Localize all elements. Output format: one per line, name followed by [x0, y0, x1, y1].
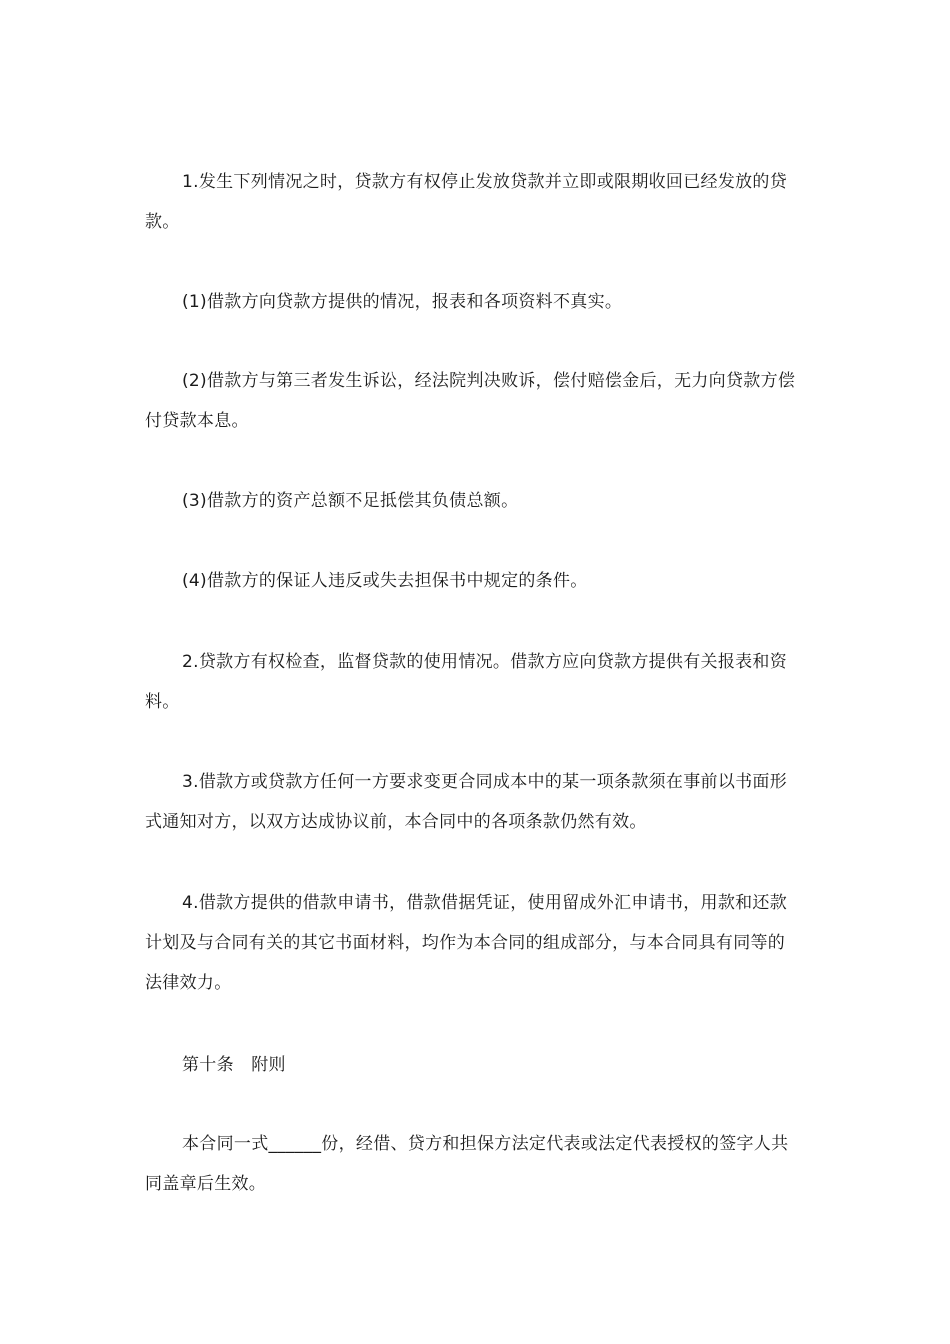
article-10-heading: 第十条 附则	[182, 1055, 286, 1075]
clause-3: 3.借款方或贷款方任何一方要求变更合同成本中的某一项条款须在事前以书面形式通知对方，以双方达成协议前，本合同中的各项条款仍然有效。	[145, 772, 788, 832]
clause-2: 2.贷款方有权检查，监督贷款的使用情况。借款方应向贷款方提供有关报表和资料。	[145, 652, 788, 712]
clause-1-item-4: (4)借款方的保证人违反或失去担保书中规定的条件。	[182, 571, 588, 591]
clause-1-item-1: (1)借款方向贷款方提供的情况，报表和各项资料不真实。	[182, 292, 623, 312]
article-10-body: 本合同一式______份，经借、贷方和担保方法定代表或法定代表授权的签字人共同盖章后生效。	[145, 1134, 789, 1194]
clause-1: 1.发生下列情况之时，贷款方有权停止发放贷款并立即或限期收回已经发放的贷款。	[145, 172, 788, 232]
clause-4: 4.借款方提供的借款申请书，借款借据凭证，使用留成外汇申请书，用款和还款计划及与合同有关的其它书面材料，均作为本合同的组成部分，与本合同具有同等的法律效力。	[145, 893, 788, 993]
clause-1-item-2: (2)借款方与第三者发生诉讼，经法院判决败诉，偿付赔偿金后，无力向贷款方偿付贷款本息。	[145, 371, 796, 431]
clause-1-item-3: (3)借款方的资产总额不足抵偿其负债总额。	[182, 491, 519, 511]
